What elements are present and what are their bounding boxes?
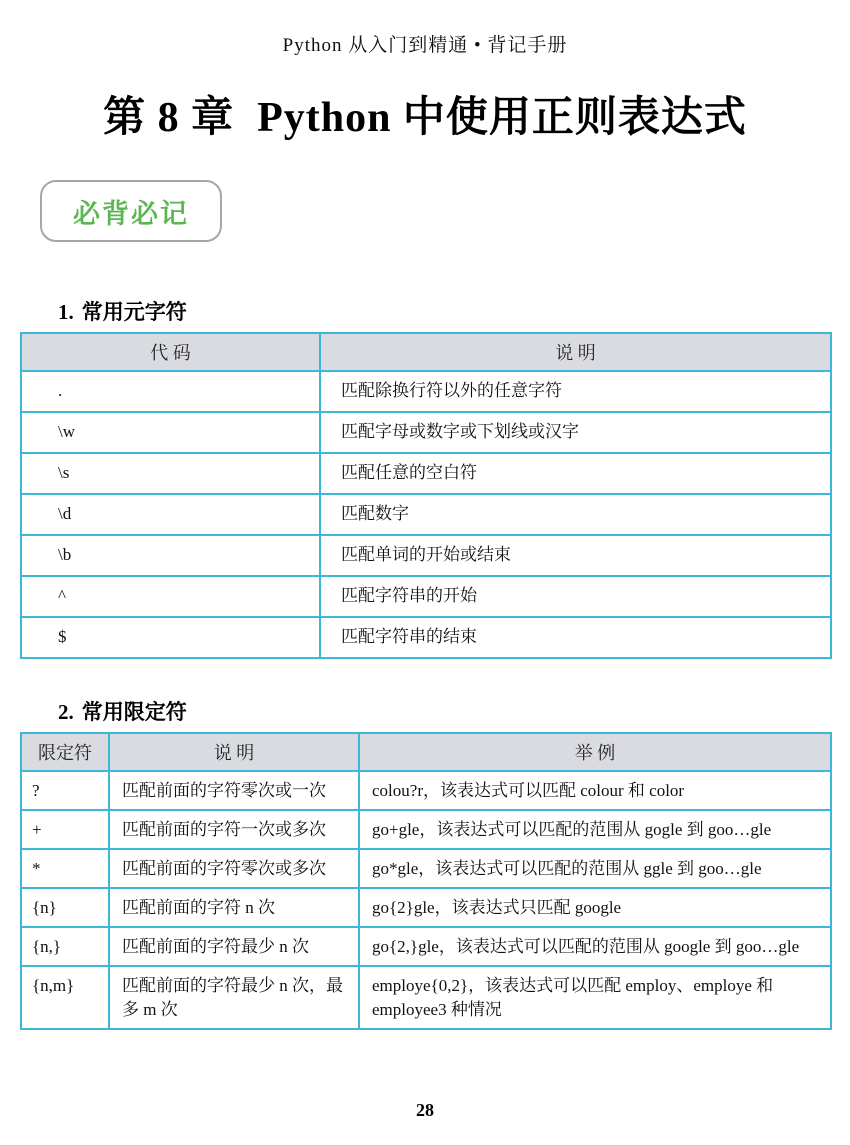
table-header-row <box>21 333 831 371</box>
table-cell: 匹配前面的字符一次或多次 <box>109 810 359 849</box>
table-row <box>21 535 831 576</box>
section-title: 常用元字符 <box>81 301 187 324</box>
must-memorize-badge <box>40 180 222 242</box>
table-row <box>21 576 831 617</box>
table-row <box>21 371 831 412</box>
column-header: 说 明 <box>109 733 359 771</box>
table-cell: 匹配字符串的开始 <box>320 576 831 617</box>
table-cell: {n,m} <box>21 966 109 1029</box>
chapter-title: 第 8 章 Python 中使用正则表达式 <box>103 95 747 141</box>
table-row <box>21 617 831 658</box>
table-cell: employe{0,2}，该表达式可以匹配 employ、employe 和 employee3 种情况 <box>359 966 831 1029</box>
table-row <box>21 966 831 1029</box>
section-heading-metacharacters <box>58 296 187 326</box>
column-header: 限定符 <box>21 733 109 771</box>
table-cell: ^ <box>21 576 320 617</box>
section-title: 常用限定符 <box>81 701 187 724</box>
table-row <box>21 494 831 535</box>
table-cell: {n} <box>21 888 109 927</box>
badge-label: 必背必记 <box>73 198 189 229</box>
table-row <box>21 888 831 927</box>
section-number: 1. <box>58 300 74 324</box>
table-cell: ? <box>21 771 109 810</box>
table-cell: + <box>21 810 109 849</box>
table-row <box>21 453 831 494</box>
table-cell: \d <box>21 494 320 535</box>
quantifiers-table <box>20 732 832 1030</box>
table-cell: 匹配字符串的结束 <box>320 617 831 658</box>
table-cell: 匹配前面的字符 n 次 <box>109 888 359 927</box>
table-cell: go+gle，该表达式可以匹配的范围从 gogle 到 goo…gle <box>359 810 831 849</box>
column-header: 代 码 <box>21 333 320 371</box>
table-cell: \s <box>21 453 320 494</box>
table-cell: * <box>21 849 109 888</box>
book-header: Python 从入门到精通 • 背记手册 <box>282 35 568 56</box>
table-cell: 匹配任意的空白符 <box>320 453 831 494</box>
table-cell: \w <box>21 412 320 453</box>
table-cell: 匹配单词的开始或结束 <box>320 535 831 576</box>
table-row <box>21 810 831 849</box>
metacharacters-table <box>20 332 832 659</box>
table-row <box>21 927 831 966</box>
table-cell: 匹配前面的字符零次或一次 <box>109 771 359 810</box>
page-number: 28 <box>416 1100 434 1120</box>
table-cell: . <box>21 371 320 412</box>
table-row <box>21 849 831 888</box>
table-cell: 匹配数字 <box>320 494 831 535</box>
table-cell: 匹配前面的字符最少 n 次 <box>109 927 359 966</box>
table-cell: go{2,}gle，该表达式可以匹配的范围从 google 到 goo…gle <box>359 927 831 966</box>
table-row <box>21 771 831 810</box>
table-cell: {n,} <box>21 927 109 966</box>
table-cell: 匹配字母或数字或下划线或汉字 <box>320 412 831 453</box>
column-header: 举 例 <box>359 733 831 771</box>
column-header: 说 明 <box>320 333 831 371</box>
section-number: 2. <box>58 700 74 724</box>
table-cell: go*gle，该表达式可以匹配的范围从 ggle 到 goo…gle <box>359 849 831 888</box>
table-cell: colou?r，该表达式可以匹配 colour 和 color <box>359 771 831 810</box>
table-cell: 匹配前面的字符零次或多次 <box>109 849 359 888</box>
table-cell: 匹配除换行符以外的任意字符 <box>320 371 831 412</box>
table-cell: $ <box>21 617 320 658</box>
table-cell: \b <box>21 535 320 576</box>
table-cell: 匹配前面的字符最少 n 次，最多 m 次 <box>109 966 359 1029</box>
table-header-row <box>21 733 831 771</box>
section-heading-quantifiers <box>58 696 187 726</box>
table-row <box>21 412 831 453</box>
table-cell: go{2}gle，该表达式只匹配 google <box>359 888 831 927</box>
